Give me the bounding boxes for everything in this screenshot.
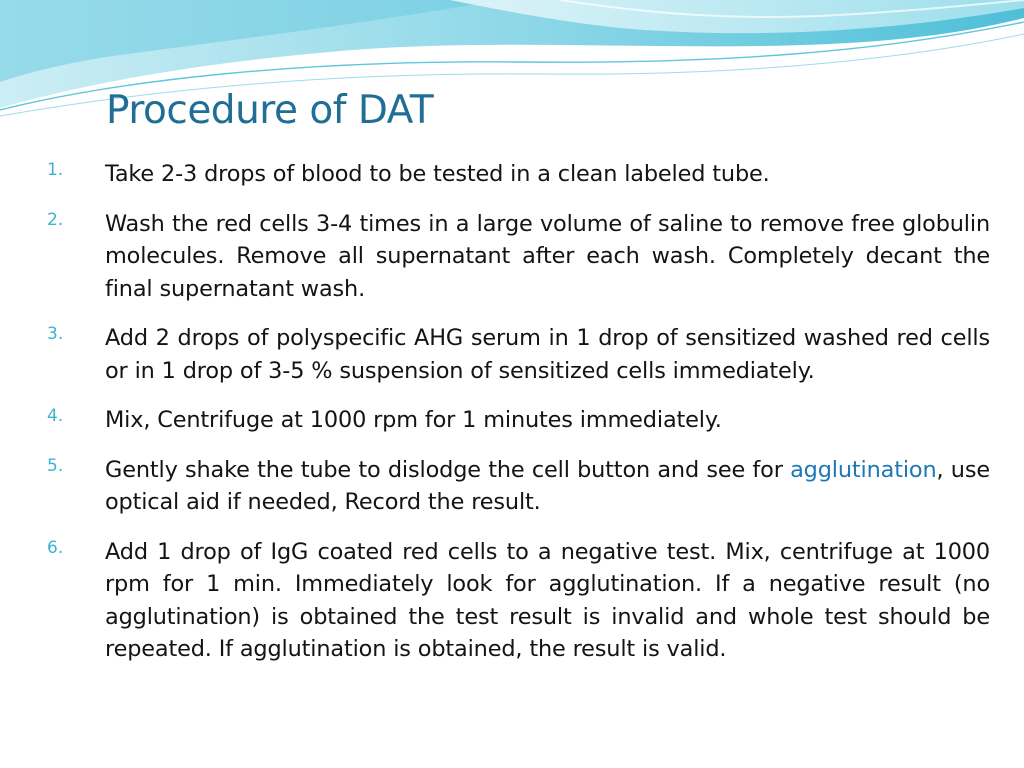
step-5 xyxy=(0,454,1024,519)
step-text: Wash the red cells 3-4 times in a large volume of saline to remove free globulin molecules. Remove all supernatant after each wash. Completely decant the final supernatant wash. xyxy=(105,210,990,302)
step-text-before: Gently shake the tube to dislodge the cell button and see for xyxy=(105,456,791,483)
step-text: Add 2 drops of polyspecific AHG serum in 1 drop of sensitized washed red cells or in 1 drop of 3-5 % suspension of sensitized cells immediately. xyxy=(105,325,990,384)
step-2 xyxy=(0,208,1024,306)
step-number: 5. xyxy=(47,455,64,476)
step-number: 3. xyxy=(47,324,64,344)
step-number: 1. xyxy=(47,160,64,180)
step-number: 4. xyxy=(47,406,64,426)
slide-title: Procedure of DAT xyxy=(106,88,434,133)
agglutination-link[interactable]: agglutination xyxy=(790,456,937,483)
step-4 xyxy=(0,404,1024,437)
step-1 xyxy=(0,158,1024,191)
step-number: 6. xyxy=(47,537,64,558)
step-number: 2. xyxy=(47,209,64,230)
step-text: Add 1 drop of IgG coated red cells to a negative test. Mix, centrifuge at 1000 rpm for 1 min. Immediately look for agglutination. If a negative result (no agglutination) is obtained the test result is invalid and whole test should be repeated. If agglutination is obtained, the result is valid. xyxy=(105,538,990,662)
step-text xyxy=(105,454,990,519)
step-text: Mix, Centrifuge at 1000 rpm for 1 minutes immediately. xyxy=(105,407,722,433)
step-3 xyxy=(0,322,1024,387)
step-text-after: , use optical aid if needed, Record the result. xyxy=(105,456,990,515)
procedure-steps-list xyxy=(0,158,1024,683)
step-6 xyxy=(0,536,1024,666)
step-text: Take 2-3 drops of blood to be tested in a clean labeled tube. xyxy=(105,161,770,187)
